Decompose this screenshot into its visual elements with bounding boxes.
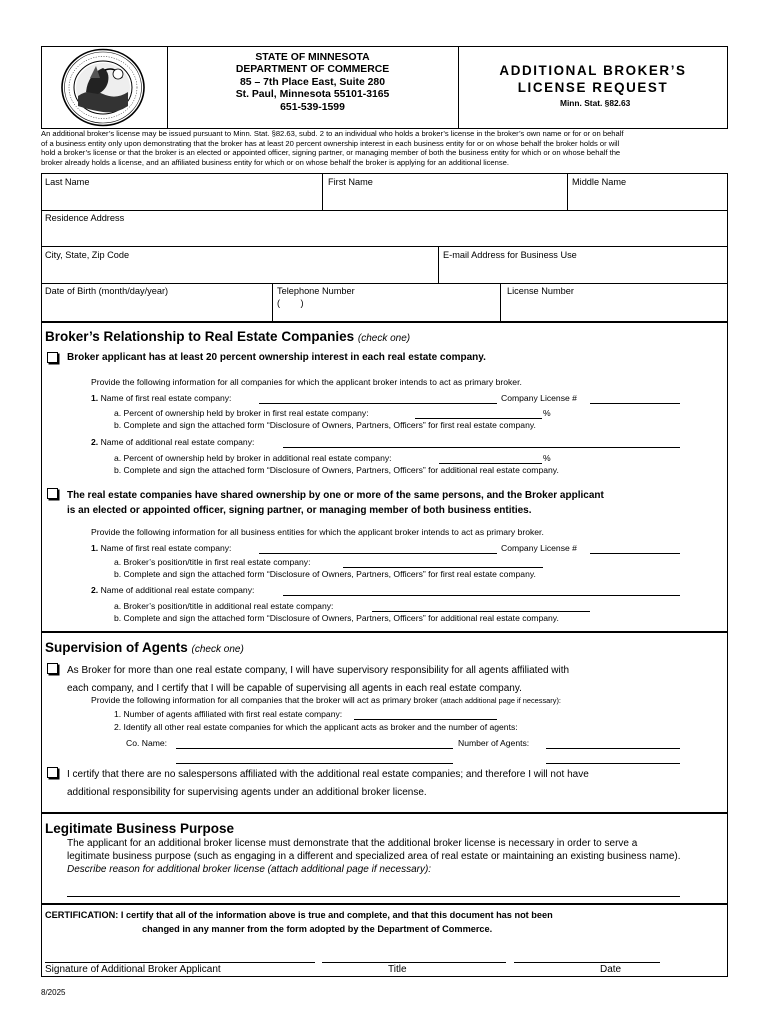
date-of-birth-field[interactable]: Date of Birth (month/day/year) xyxy=(45,286,169,296)
intro-line: of a business entity only upon demonstrating that the broker has at least 20 percent ownership interest in each business entity for or on whose behalf the broker holds or will xyxy=(41,138,620,148)
additional-ownership-percent-input[interactable] xyxy=(439,463,542,464)
shared-item-2 xyxy=(91,585,254,595)
provide-note: (attach additional page if necessary): xyxy=(440,696,561,705)
supervision-title xyxy=(45,640,244,655)
first-company-name-input[interactable] xyxy=(259,403,497,404)
legitimate-purpose-text xyxy=(67,837,681,876)
provide-text: Provide the following information for all companies that the broker will act as primary broker xyxy=(91,695,438,705)
applicant-info-grid xyxy=(41,173,728,322)
co-name-input[interactable] xyxy=(176,748,453,749)
item-number: 1. xyxy=(91,543,99,553)
shared-item-1 xyxy=(91,543,231,553)
supervisory-option-label xyxy=(67,662,569,698)
company-license-label: Company License # xyxy=(501,543,577,553)
shared-disclosure-additional: b. Complete and sign the attached form “Disclosure of Owners, Partners, Officers” for additional real estate company. xyxy=(114,613,559,623)
additional-company-name-input[interactable] xyxy=(283,447,680,448)
ownership-option-label: Broker applicant has at least 20 percent ownership interest in each real estate company. xyxy=(67,352,486,363)
item-label: Name of additional real estate company: xyxy=(100,585,255,595)
option-line: The real estate companies have shared ownership by one or more of the same persons, and the Broker applicant xyxy=(67,490,604,501)
relationship-title-text: Broker’s Relationship to Real Estate Companies xyxy=(45,329,355,344)
percent-sign: % xyxy=(543,453,551,463)
form-revision: 8/2025 xyxy=(41,988,66,997)
supervision-provide-text xyxy=(91,695,561,705)
state-seal-logo xyxy=(60,48,146,127)
company-license-label: Company License # xyxy=(501,393,577,403)
option-line: is an elected or appointed officer, signing partner, or managing member of both business entities. xyxy=(67,505,532,516)
option-line: As Broker for more than one real estate company, I will have supervisory responsibility for all agents affiliated with xyxy=(67,665,570,676)
shared-ownership-checkbox[interactable] xyxy=(47,488,58,499)
shared-disclosure-first: b. Complete and sign the attached form “Disclosure of Owners, Partners, Officers” for first real estate company. xyxy=(114,569,536,579)
title-input[interactable] xyxy=(322,962,506,963)
option-line: each company, and I certify that I will be capable of supervising all agents in each real estate company. xyxy=(67,683,522,694)
relationship-title xyxy=(45,329,410,344)
first-position-title-input[interactable] xyxy=(343,567,543,568)
form-title xyxy=(460,62,726,96)
agency-line: 85 – 7th Place East, Suite 280 xyxy=(240,76,385,88)
shared-first-company-name-input[interactable] xyxy=(259,553,497,554)
item-label: Name of additional real estate company: xyxy=(100,437,255,447)
first-ownership-percent-input[interactable] xyxy=(415,418,542,419)
disclosure-additional: b. Complete and sign the attached form “Disclosure of Owners, Partners, Officers” for additional real estate company. xyxy=(114,465,559,475)
city-state-zip-field[interactable]: City, State, Zip Code xyxy=(45,250,130,260)
signature-label: Signature of Additional Broker Applicant xyxy=(45,964,221,975)
agency-line: St. Paul, Minnesota 55101-3165 xyxy=(235,89,390,101)
agency-line: 651-539-1599 xyxy=(280,101,345,113)
date-input[interactable] xyxy=(514,962,660,963)
first-name-field[interactable]: First Name xyxy=(328,177,373,187)
intro-line: broker already holds a license, and an affiliated business entity for which or on whose behalf the broker is applying for an additional license. xyxy=(41,157,509,167)
supervision-check-note: (check one) xyxy=(191,644,244,655)
item-label: Name of first real estate company: xyxy=(100,393,232,403)
intro-line: An additional broker’s license may be issued pursuant to Minn. Stat. §82.63, subd. 2 to an individual who holds a broker’s license in the broker’s own name or for or on behalf xyxy=(41,129,624,138)
purpose-line: legitimate business purpose (such as engaging in a different and specialized area of real estate or maintaining an existing business name). xyxy=(67,851,681,862)
position-title-first: a. Broker’s position/title in first real estate company: xyxy=(114,557,311,567)
other-companies-label: 2. Identify all other real estate companies for which the applicant acts as broker and the number of agents: xyxy=(114,722,518,732)
agency-line: STATE OF MINNESOTA xyxy=(255,52,370,63)
item-number: 1. xyxy=(91,393,99,403)
form-title-line-2: LICENSE REQUEST xyxy=(517,80,669,95)
date-label: Date xyxy=(600,964,622,975)
no-salespersons-option-label xyxy=(67,766,589,802)
agency-line: DEPARTMENT OF COMMERCE xyxy=(235,64,390,76)
option-line: I certify that there are no salespersons affiliated with the additional real estate companies; and therefore I will not have xyxy=(67,769,589,780)
co-name-label: Co. Name: xyxy=(126,738,168,748)
ownership-checkbox[interactable] xyxy=(47,352,58,363)
intro-line: hold a broker’s license or that the broker is an elected or appointed officer, signing partner, or managing member of both the business entity for which or on whose behalf the xyxy=(41,148,621,158)
shared-ownership-option-label xyxy=(67,488,604,518)
number-of-agents-label: Number of Agents: xyxy=(458,738,530,748)
ownership-percent-first: a. Percent of ownership held by broker in first real estate company: xyxy=(114,408,369,418)
intro-paragraph xyxy=(41,129,741,167)
purpose-line: The applicant for an additional broker license must demonstrate that the additional broker license is necessary in order to serve a xyxy=(67,838,638,849)
no-salespersons-checkbox[interactable] xyxy=(47,767,58,778)
last-name-field[interactable]: Last Name xyxy=(45,177,90,187)
supervisory-responsibility-checkbox[interactable] xyxy=(47,663,58,674)
legitimate-purpose-title: Legitimate Business Purpose xyxy=(45,821,235,836)
telephone-field[interactable]: Telephone Number xyxy=(277,286,355,296)
number-of-agents-input[interactable] xyxy=(546,748,680,749)
ownership-provide-text: Provide the following information for all companies for which the applicant broker intends to act as primary broker. xyxy=(91,377,522,387)
purpose-line: Describe reason for additional broker license (attach additional page if necessary): xyxy=(67,864,432,875)
first-company-license-input[interactable] xyxy=(590,403,680,404)
ownership-percent-additional: a. Percent of ownership held by broker in additional real estate company: xyxy=(114,453,392,463)
co-name-input-2[interactable] xyxy=(176,763,453,764)
ownership-item-1 xyxy=(91,393,231,403)
signature-input[interactable] xyxy=(45,962,315,963)
ownership-item-2 xyxy=(91,437,254,447)
middle-name-field[interactable]: Middle Name xyxy=(572,177,627,187)
supervision-title-text: Supervision of Agents xyxy=(45,640,188,655)
number-of-agents-input-2[interactable] xyxy=(546,763,680,764)
additional-position-title-input[interactable] xyxy=(372,611,590,612)
position-title-additional: a. Broker’s position/title in additional real estate company: xyxy=(114,601,334,611)
item-label: Name of first real estate company: xyxy=(100,543,232,553)
form-title-line-1: ADDITIONAL BROKER’S xyxy=(499,63,687,78)
certification-line-2: changed in any manner from the form adopted by the Department of Commerce. xyxy=(142,924,493,934)
agency-address xyxy=(170,52,455,114)
telephone-area-code: ( ) xyxy=(277,298,304,308)
disclosure-first: b. Complete and sign the attached form “Disclosure of Owners, Partners, Officers” for first real estate company. xyxy=(114,420,536,430)
residence-address-field[interactable]: Residence Address xyxy=(45,213,125,223)
relationship-check-note: (check one) xyxy=(357,333,411,344)
title-label: Title xyxy=(388,964,407,975)
shared-additional-company-name-input[interactable] xyxy=(283,595,680,596)
certification-line-1: CERTIFICATION: I certify that all of the information above is true and complete, and that this document has not been xyxy=(45,910,553,920)
item-number: 2. xyxy=(91,437,99,447)
shared-provide-text: Provide the following information for all business entities for which the applicant broker intends to act as primary broker. xyxy=(91,527,544,537)
item-number: 2. xyxy=(91,585,99,595)
license-number-field[interactable]: License Number xyxy=(507,286,574,296)
agents-first-company-label: 1. Number of agents affiliated with first real estate company: xyxy=(114,709,343,719)
reason-input[interactable] xyxy=(67,896,680,897)
option-line: additional responsibility for supervising agents under an additional broker license. xyxy=(67,787,427,798)
shared-first-company-license-input[interactable] xyxy=(590,553,680,554)
statute-reference: Minn. Stat. §82.63 xyxy=(560,98,631,108)
agents-first-company-input[interactable] xyxy=(354,719,497,720)
email-field[interactable]: E-mail Address for Business Use xyxy=(443,250,577,260)
percent-sign: % xyxy=(543,408,551,418)
